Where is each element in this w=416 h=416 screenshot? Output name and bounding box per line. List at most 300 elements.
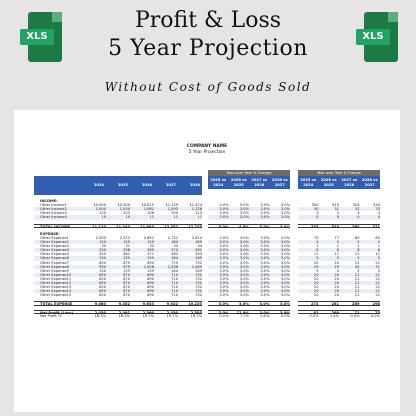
row-value: 11 (149, 215, 154, 220)
compare-header-row (298, 176, 380, 189)
abs-value: 82 (375, 235, 380, 240)
row-value: 670 (123, 289, 130, 294)
pct-value: 3.0% (219, 272, 229, 277)
abs-value: 21 (375, 293, 380, 298)
compare-header: 2025 vs 2024 (300, 177, 317, 187)
row-label: Other Expense2 (40, 240, 69, 245)
pct-value: 4.8% (239, 224, 249, 229)
pct-value: 3.0% (239, 235, 249, 240)
abs-value: 1 (357, 244, 360, 249)
pct-value: 3.0% (219, 240, 229, 245)
abs-value: 0.0% (370, 313, 380, 318)
pct-value: 3.0% (218, 302, 229, 307)
row-label: Other Income2 (40, 207, 67, 212)
pct-value: 3.0% (280, 256, 290, 261)
pct-value: 3.0% (218, 310, 229, 315)
row-value: 1,038 (167, 264, 178, 269)
abs-value: 0 (316, 215, 319, 220)
abs-value: 29 (313, 264, 319, 269)
abs-value: 5 (377, 240, 380, 245)
row-label: Other Income4 (40, 215, 67, 220)
row-value: 732 (195, 272, 202, 277)
pct-value: 3.0% (219, 280, 229, 285)
row-value: 732 (195, 280, 202, 285)
table-row (34, 293, 202, 297)
row-value: 710 (171, 289, 178, 294)
pct-value: 3.0% (239, 276, 249, 281)
pct-row (208, 293, 290, 297)
row-value: 690 (147, 285, 154, 290)
row-value: 670 (123, 293, 130, 298)
row-value: 670 (123, 272, 130, 277)
row-value: 10,300 (117, 203, 130, 208)
abs-value: 5 (357, 268, 360, 273)
section-label: INCOME: (40, 199, 58, 204)
pct-value: 3.0% (280, 293, 290, 298)
pct-value: 3.0% (260, 289, 270, 294)
row-value: 11,474 (189, 203, 202, 208)
row-label: TOTAL EXPENSE (40, 302, 73, 307)
pct-value: 3.0% (260, 215, 270, 220)
row-value: 250 (99, 248, 106, 253)
abs-value: 20 (313, 260, 319, 265)
row-value: 350 (99, 252, 106, 257)
abs-value: 20 (334, 285, 339, 290)
abs-value: 3 (316, 211, 319, 216)
row-value: 9,080 (94, 302, 106, 307)
row-value: 10,815 (141, 203, 154, 208)
header-spacer (34, 176, 82, 195)
abs-value: 3 (357, 211, 360, 216)
abs-value: 11 (354, 252, 360, 257)
pct-value: 3.0% (280, 235, 290, 240)
abs-value: 269 (331, 310, 339, 315)
pct-value: 3.0% (280, 203, 290, 208)
pct-value: 3.0% (218, 224, 229, 229)
pct-value: 0.0% (260, 313, 270, 318)
row-value: 9,352 (118, 302, 130, 307)
compare-header: 2027 vs 2026 (341, 177, 358, 187)
row-value: 690 (147, 280, 154, 285)
abs-value: 5 (316, 240, 319, 245)
row-value: 2,430 (166, 310, 178, 315)
pct-value: 3.0% (260, 276, 270, 281)
abs-value: 0.0% (350, 313, 360, 318)
row-label: Net Profit (Loss) (40, 310, 74, 315)
row-value: 113 (195, 211, 202, 216)
row-value: 164 (171, 256, 178, 261)
abs-value: 272 (310, 302, 319, 307)
row-value: 2,500 (95, 235, 106, 240)
pct-value: 3.0% (239, 293, 249, 298)
abs-value: 73 (374, 310, 380, 315)
row-value: 1,126 (191, 207, 202, 212)
abs-value: 20 (334, 293, 339, 298)
abs-value: 31 (334, 207, 339, 212)
row-value: 150 (99, 268, 106, 273)
company-name: COMPANY NAME (186, 144, 228, 149)
row-label: Other Expense5 (40, 252, 69, 257)
row-value: 690 (147, 260, 154, 265)
row-value: 650 (99, 293, 106, 298)
row-value: 1,069 (191, 264, 202, 269)
row-value: 710 (171, 260, 178, 265)
row-value: 710 (171, 276, 178, 281)
row-value: 710 (171, 293, 178, 298)
pct-value: 3.0% (260, 248, 270, 253)
projection-label: 5 Year Projection (188, 150, 226, 155)
row-label: Other Expense10 (40, 272, 72, 277)
pct-value: 3.0% (219, 268, 229, 273)
pct-value: 3.0% (260, 252, 270, 257)
row-label: Other Income1 (40, 203, 67, 208)
pct-value: 3.0% (280, 240, 290, 245)
row-value: 650 (99, 260, 106, 265)
row-value: 169 (195, 268, 202, 273)
row-value: 690 (147, 272, 154, 277)
pct-value: 3.0% (280, 302, 290, 307)
abs-value: 21 (354, 285, 360, 290)
row-label: Other Expense14 (40, 289, 72, 294)
abs-value: 5 (377, 256, 380, 261)
pct-value: 3.0% (280, 224, 290, 229)
row-value: 1,008 (143, 264, 154, 269)
row-value: 109 (171, 211, 178, 216)
row-value: 710 (171, 285, 178, 290)
pct-value: 3.0% (260, 207, 270, 212)
compare-header-row (208, 176, 290, 189)
abs-row (298, 314, 380, 318)
abs-value: 20 (313, 280, 319, 285)
row-value: 2,360 (142, 310, 154, 315)
row-value: 10 (101, 215, 106, 220)
row-value: 690 (147, 293, 154, 298)
row-label: Other Expense7 (40, 260, 69, 265)
abs-value: 5 (357, 240, 360, 245)
abs-value: 20 (313, 276, 319, 281)
row-value: 394 (195, 252, 202, 257)
pct-value: 3.0% (280, 268, 290, 273)
row-value: 10,220 (188, 302, 202, 307)
row-value: 979 (123, 264, 130, 269)
row-value: 155 (123, 256, 130, 261)
abs-value: 5 (377, 268, 380, 273)
abs-value: 281 (331, 302, 339, 307)
xls-badge-label: XLS (356, 29, 390, 45)
pct-value: 3.0% (239, 272, 249, 277)
row-label: Other Expense15 (40, 293, 72, 298)
row-value: 19.7% (142, 313, 154, 318)
row-label: Net Profit % (40, 313, 62, 318)
pct-group-header: Year over Year % Change (208, 170, 290, 176)
row-value: 11,110 (92, 224, 106, 229)
row-value: 31 (125, 244, 130, 249)
pct-value: 3.0% (260, 268, 270, 273)
pct-value: 3.0% (280, 244, 290, 249)
abs-value: 3 (377, 211, 380, 216)
abs-value: 360 (351, 224, 360, 229)
abs-row (298, 293, 380, 297)
row-label: Other Expense6 (40, 256, 69, 261)
abs-value: 31 (375, 264, 380, 269)
abs-value: 20 (313, 272, 319, 277)
abs-row (298, 215, 380, 219)
row-value: 169 (195, 240, 202, 245)
row-value: 9,633 (142, 302, 154, 307)
row-value: 273 (171, 248, 178, 253)
row-value: 650 (99, 285, 106, 290)
row-value: 19.7% (166, 313, 178, 318)
table-row (34, 224, 202, 228)
pct-value: 3.0% (219, 285, 229, 290)
abs-value: 5 (336, 268, 339, 273)
row-value: 670 (123, 285, 130, 290)
abs-value: 33 (375, 207, 380, 212)
abs-value: 21 (375, 289, 380, 294)
abs-value: 334 (373, 203, 380, 208)
abs-value: 80 (354, 235, 360, 240)
year-header: 2028 (189, 183, 200, 187)
abs-value: 0 (377, 215, 380, 220)
pct-value: 3.0% (219, 244, 229, 249)
pct-value: 3.0% (219, 252, 229, 257)
abs-value: 21 (375, 285, 380, 290)
abs-value: 5 (336, 256, 339, 261)
pct-value: 3.0% (280, 285, 290, 290)
table-row (34, 215, 202, 219)
row-value: 265 (147, 248, 154, 253)
row-value: 32 (149, 244, 154, 249)
row-value: 2,030 (94, 310, 106, 315)
pct-change-table (208, 170, 290, 318)
compare-header: 2025 vs 2024 (210, 177, 227, 187)
row-label: Other Expense11 (40, 276, 72, 281)
pct-value: 3.0% (260, 203, 270, 208)
pct-value: 3.0% (280, 276, 290, 281)
row-value: 103 (123, 211, 130, 216)
pct-value: 0.0% (280, 313, 290, 318)
pct-value: 3.0% (219, 276, 229, 281)
row-value: 159 (147, 256, 154, 261)
pct-value: 3.0% (280, 264, 290, 269)
row-value: 19.7% (190, 313, 202, 318)
pct-value: 3.0% (260, 264, 270, 269)
pct-value: 3.0% (239, 256, 249, 261)
compare-header: 2026 vs 2025 (320, 177, 337, 187)
row-value: 710 (171, 272, 178, 277)
row-label: Other Expense12 (40, 280, 72, 285)
row-value: 150 (99, 256, 106, 261)
abs-value: 11 (334, 252, 339, 257)
row-value: 281 (195, 248, 202, 253)
pct-value: 3.0% (260, 260, 270, 265)
pct-value: 3.0% (239, 207, 249, 212)
abs-value: 5 (316, 268, 319, 273)
row-value: 2,575 (119, 235, 130, 240)
abs-value: 333 (310, 224, 319, 229)
row-label: Other Expense9 (40, 268, 69, 273)
row-value: 159 (147, 268, 154, 273)
row-label: Other Expense8 (40, 264, 69, 269)
pct-value: 3.0% (219, 211, 229, 216)
pct-value: 12.9% (236, 310, 249, 315)
abs-value: 289 (351, 302, 360, 307)
pct-value: 3.0% (219, 203, 229, 208)
row-value: 11,993 (140, 224, 154, 229)
row-value: 106 (147, 211, 154, 216)
abs-value: 1 (377, 244, 380, 249)
row-value: 10,000 (93, 203, 106, 208)
year-header: 2024 (93, 183, 104, 187)
row-value: 670 (123, 280, 130, 285)
row-value: 650 (99, 280, 106, 285)
row-value: 12,723 (188, 224, 202, 229)
pct-value: 3.0% (239, 289, 249, 294)
compare-header: 2026 vs 2025 (230, 177, 247, 187)
row-value: 732 (195, 285, 202, 290)
abs-value: 300 (311, 203, 319, 208)
spreadsheet-preview (14, 110, 400, 412)
xls-badge-label: XLS (20, 29, 54, 45)
pct-value: 3.0% (280, 310, 290, 315)
row-value: 2,091 (118, 310, 130, 315)
abs-value: 77 (334, 235, 339, 240)
pl-table (34, 170, 202, 318)
pct-value: 3.0% (280, 289, 290, 294)
pct-value: 3.0% (280, 260, 290, 265)
abs-value: 5 (316, 256, 319, 261)
compare-header: 2028 vs 2027 (271, 177, 288, 187)
abs-value: 21 (354, 289, 360, 294)
abs-value: 21 (375, 276, 380, 281)
abs-value: 11 (313, 252, 319, 257)
table-row (34, 314, 202, 318)
pct-value: 3.0% (280, 280, 290, 285)
abs-value: 20 (334, 289, 339, 294)
row-value: 690 (147, 289, 154, 294)
row-value: 34 (197, 244, 202, 249)
pct-value: 3.0% (280, 252, 290, 257)
row-value: 11 (197, 215, 202, 220)
compare-header: 2027 vs 2026 (251, 177, 268, 187)
row-value: 732 (195, 293, 202, 298)
row-value: 169 (195, 256, 202, 261)
pct-value: 3.0% (260, 285, 270, 290)
pct-value: 3.0% (280, 248, 290, 253)
pct-value: 3.0% (219, 248, 229, 253)
pct-value: 3.0% (239, 244, 249, 249)
page-subtitle: Without Cost of Goods Sold (104, 80, 312, 94)
year-header: 2026 (141, 183, 152, 187)
row-value: 9,922 (166, 302, 178, 307)
abs-value: 21 (375, 272, 380, 277)
abs-value: 21 (354, 272, 360, 277)
pct-value: 5.0% (239, 203, 249, 208)
pct-value: 3.0% (259, 224, 270, 229)
abs-value: 21 (375, 280, 380, 285)
row-value: 2,814 (191, 235, 202, 240)
year-header: 2027 (165, 183, 176, 187)
pct-value: 3.0% (259, 310, 270, 315)
row-value: 164 (171, 240, 178, 245)
pct-value: 3.0% (280, 215, 290, 220)
abs-value: 21 (375, 260, 380, 265)
row-label: TOTAL INCOME (40, 224, 71, 229)
row-value: 1,061 (143, 207, 154, 212)
pct-value: 3.0% (239, 285, 249, 290)
row-value: 2,732 (167, 235, 178, 240)
row-label: Other Expense3 (40, 244, 69, 249)
row-value: 258 (123, 248, 130, 253)
row-value: 1,093 (167, 207, 178, 212)
pct-value: 3.0% (260, 272, 270, 277)
row-value: 670 (123, 276, 130, 281)
pct-value: 3.0% (219, 260, 229, 265)
row-value: 159 (147, 240, 154, 245)
pct-value: 3.0% (280, 207, 290, 212)
row-value: 361 (123, 252, 130, 257)
abs-value: 298 (372, 302, 380, 307)
pct-value: 3.0% (239, 248, 249, 253)
pct-value: 0.0% (219, 313, 229, 318)
abs-value: 20 (334, 260, 339, 265)
pct-value: 3.0% (260, 293, 270, 298)
row-value: 10 (125, 215, 130, 220)
pct-value: 3.0% (260, 280, 270, 285)
pct-value: 3.0% (260, 256, 270, 261)
pct-value: 3.0% (280, 272, 290, 277)
page-title: Profit & Loss (134, 8, 282, 33)
row-value: 12,352 (164, 224, 178, 229)
year-header-row (34, 176, 202, 195)
row-value: 18.3% (94, 313, 106, 318)
pct-value: 3.0% (219, 235, 229, 240)
row-value: 371 (147, 252, 154, 257)
row-value: 150 (99, 240, 106, 245)
abs-change-table (298, 170, 380, 318)
row-value: 670 (123, 260, 130, 265)
row-value: 18.3% (118, 313, 130, 318)
pct-value: 3.0% (239, 260, 249, 265)
abs-value: 0 (336, 215, 339, 220)
abs-value: 11 (375, 252, 380, 257)
abs-value: 1.4% (329, 313, 339, 318)
pct-value: 3.0% (239, 264, 249, 269)
row-value: 100 (99, 211, 106, 216)
abs-value: 32 (354, 207, 360, 212)
row-value: 11,443 (116, 224, 130, 229)
abs-group-header: Year over Year $ Change (298, 170, 380, 176)
row-value: 11,139 (165, 203, 178, 208)
row-value: 650 (99, 289, 106, 294)
row-value: 690 (147, 276, 154, 281)
pct-value: 3.0% (219, 207, 229, 212)
abs-value: 29 (334, 264, 339, 269)
abs-value: 21 (354, 280, 360, 285)
abs-value: 61 (313, 310, 319, 315)
section-label: EXPENSE: (40, 231, 60, 236)
row-value: 382 (171, 252, 178, 257)
table-row (34, 301, 202, 305)
pct-value: 3.0% (260, 240, 270, 245)
row-label: Other Expense1 (40, 235, 69, 240)
row-value: 732 (195, 289, 202, 294)
abs-value: 0.0% (309, 313, 319, 318)
row-value: 33 (173, 244, 178, 249)
row-value: 11 (173, 215, 178, 220)
abs-value: 8 (336, 248, 339, 253)
compare-header: 2028 vs 2027 (361, 177, 378, 187)
